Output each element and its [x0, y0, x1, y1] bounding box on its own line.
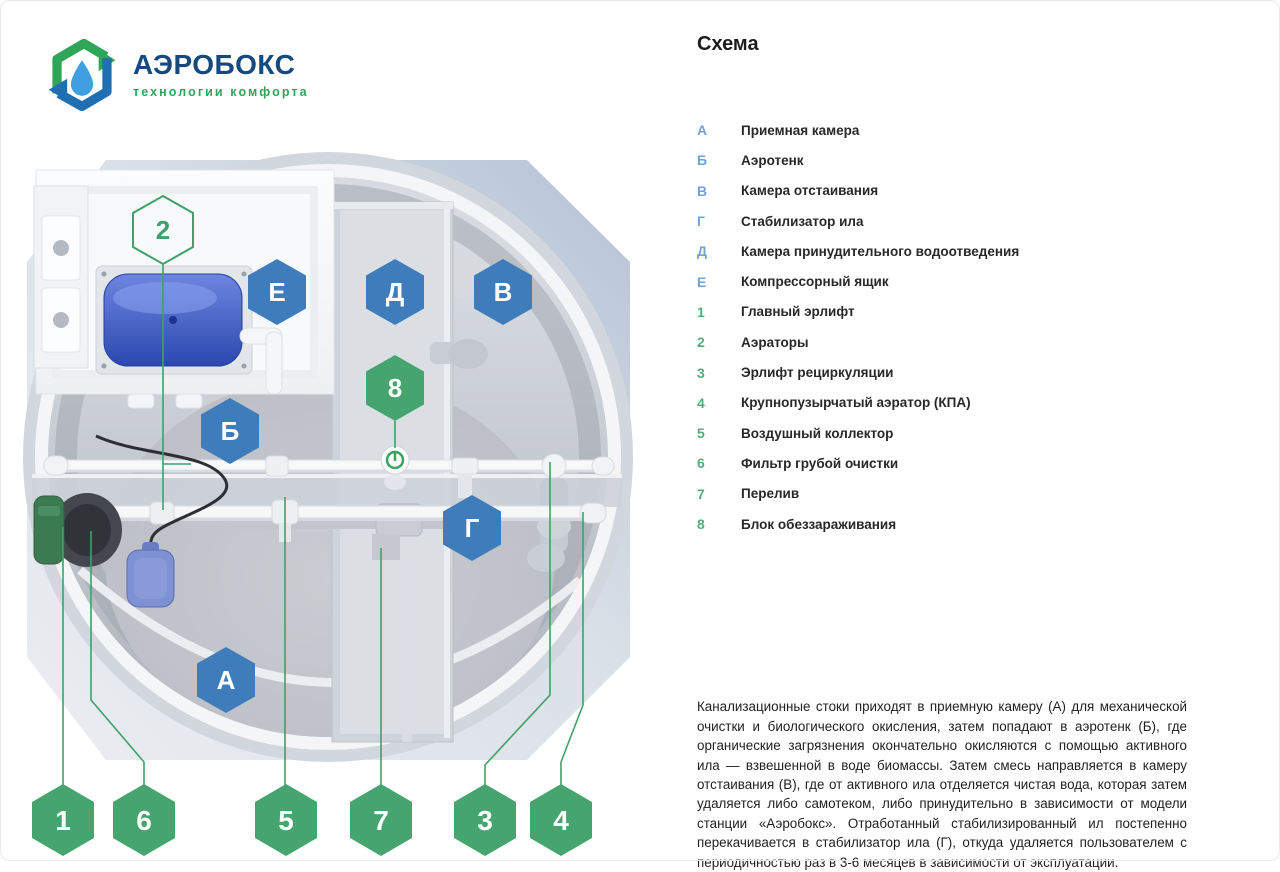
- legend-key: 8: [697, 516, 705, 532]
- legend-row-component-2: [697, 327, 1197, 357]
- legend-key: Д: [697, 243, 707, 260]
- partition-panel: [32, 474, 622, 507]
- legend-label: Эрлифт рециркуляции: [741, 365, 894, 381]
- component-badge-3-label: 3: [477, 805, 493, 836]
- logo-title: АЭРОБОКС: [133, 49, 296, 80]
- legend-label: Аэротенк: [741, 152, 804, 168]
- component-badge-6-label: 6: [136, 805, 152, 836]
- legend-row-component-4: [697, 388, 1197, 418]
- disinfection-unit: [381, 446, 409, 490]
- legend-label: Перелив: [741, 486, 800, 502]
- legend-row-component-8: [697, 509, 1197, 539]
- legend-key: Б: [697, 152, 708, 169]
- chamber-badge-g-label: Г: [464, 513, 480, 543]
- legend-label: Блок обеззараживания: [741, 516, 897, 532]
- component-badge-4: [530, 784, 592, 856]
- legend-label: Камера принудительного водоотведения: [741, 243, 1020, 259]
- legend-row-chamber-d: [697, 236, 1197, 266]
- legend-key: Г: [697, 213, 705, 230]
- water-drop-icon: [71, 60, 93, 96]
- legend-label: Компрессорный ящик: [741, 274, 889, 290]
- component-badge-3: [454, 784, 516, 856]
- legend-row-chamber-v: [697, 176, 1197, 206]
- component-badge-1-label: 1: [55, 805, 71, 836]
- component-badge-4-label: 4: [553, 805, 569, 836]
- page-title: Схема: [697, 33, 759, 55]
- legend-key: 2: [697, 334, 705, 351]
- logo: [45, 36, 309, 114]
- legend-key: 7: [697, 485, 705, 502]
- legend-key: А: [697, 122, 708, 139]
- legend-label: Главный эрлифт: [741, 304, 855, 320]
- legend-label: Камера отстаивания: [741, 183, 879, 199]
- legend-key: 3: [697, 364, 705, 381]
- filter-pit: [34, 493, 122, 567]
- process-description: Канализационные стоки приходят в приемную камеру (А) для механической очистки и биологического окисления, затем попадают в аэротенк (Б), где органические загрязнения окончательно окисляются с помощью активного ила — взвешенной в воде биомассы. Затем смесь направляется в камеру отстаивания (В), где от активного ила отделяется чистая вода, которая затем удаляется либо самотеком, либо принудительно в зависимости от модели станции «Аэробокс». Отработанный стабилизированный ил постепенно перекачивается в стабилизатор ила (Г), откуда удаляется пользователем с периодичностью раз в 3-6 месяцев в зависимости от эксплуатации.: [697, 699, 1187, 870]
- legend-row-chamber-a: [697, 115, 1197, 145]
- component-badge-8-label: 8: [387, 373, 403, 403]
- logo-subtitle: технологии комфорта: [133, 85, 309, 99]
- tank-diagram: [0, 130, 680, 861]
- legend-row-component-7: [697, 479, 1197, 509]
- legend-key: 5: [697, 425, 705, 442]
- legend-row-chamber-b: [697, 145, 1197, 175]
- legend-key: 4: [697, 394, 705, 411]
- legend-key: 6: [697, 455, 705, 472]
- legend-row-chamber-g: [697, 206, 1197, 236]
- component-badge-6: [113, 784, 175, 856]
- component-badge-5: [255, 784, 317, 856]
- aerobox-logo-icon: [45, 36, 119, 114]
- chamber-badge-a-label: А: [216, 665, 236, 695]
- legend-label: Приемная камера: [741, 122, 860, 138]
- legend-key: В: [697, 182, 708, 199]
- legend-key: Е: [697, 273, 707, 290]
- component-badge-5-label: 5: [278, 805, 294, 836]
- legend-label: Крупнопузырчатый аэратор (КПА): [741, 395, 971, 411]
- chamber-badge-v-label: В: [493, 277, 513, 307]
- component-badge-2-label: 2: [155, 215, 171, 245]
- logo-text: [133, 51, 309, 99]
- legend-label: Стабилизатор ила: [741, 213, 864, 229]
- legend-key: 1: [697, 303, 705, 320]
- chamber-badge-b-label: Б: [220, 416, 240, 446]
- chamber-badge-d-label: Д: [385, 277, 405, 307]
- legend-label: Аэраторы: [741, 334, 809, 350]
- chamber-badge-e-label: Е: [268, 277, 286, 307]
- component-badge-7-label: 7: [373, 805, 389, 836]
- legend-label: Фильтр грубой очистки: [741, 455, 899, 471]
- component-badge-1: [32, 784, 94, 856]
- legend-row-component-1: [697, 297, 1197, 327]
- legend-row-component-6: [697, 448, 1197, 478]
- legend-row-component-3: [697, 357, 1197, 387]
- legend-list: [697, 115, 1197, 539]
- component-badge-7: [350, 784, 412, 856]
- legend-label: Воздушный коллектор: [741, 425, 894, 441]
- legend-row-component-5: [697, 418, 1197, 448]
- legend-row-chamber-e: [697, 266, 1197, 296]
